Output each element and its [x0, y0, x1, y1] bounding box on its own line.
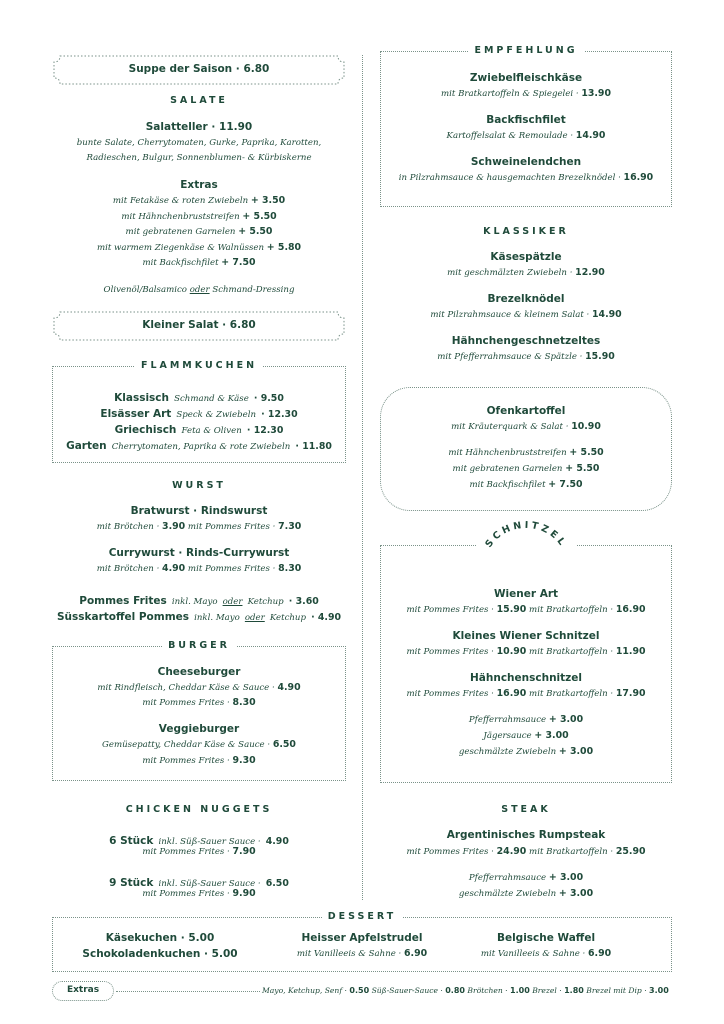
- salad-extra: mit Backfischfilet + 7.50: [142, 257, 256, 269]
- pommes-frites: Pommes Frites inkl. Mayo oder Ketchup · 3.60: [79, 595, 319, 607]
- nuggets-heading: CHICKEN NUGGETS: [125, 804, 273, 815]
- kleiner-salat: Kleiner Salat · 6.80: [142, 319, 256, 331]
- empfehlung-heading: EMPFEHLUNG: [380, 45, 672, 56]
- schnitzel-heading: [476, 520, 576, 568]
- salate-heading: SALATE: [170, 95, 228, 106]
- empfehlung-item-name: Zwiebelfleischkäse: [469, 72, 583, 84]
- nuggets-9-pommes: mit Pommes Frites · 9.90: [142, 888, 256, 899]
- extras-heading: Extras: [180, 179, 218, 191]
- ofen-extra: mit gebratenen Garnelen + 5.50: [452, 463, 600, 474]
- schnitzel-sauces: [380, 714, 672, 762]
- klassiker-item-desc: mit Pfefferrahmsauce & Spätzle · 15.90: [437, 351, 615, 362]
- schnitzel-sauce: Jägersauce + 3.00: [483, 730, 569, 741]
- salad-extra: mit warmem Ziegenkäse & Walnüssen + 5.80: [96, 241, 302, 253]
- cheeseburger-price-2: mit Pommes Frites · 8.30: [142, 697, 256, 708]
- wurst-heading: WURST: [172, 480, 226, 491]
- ofen-extra: mit Hähnchenbruststreifen + 5.50: [448, 447, 604, 458]
- salad-extra: mit Fetakäse & roten Zwiebeln + 3.50: [112, 195, 286, 206]
- empfehlung-item-desc: in Pilzrahmsauce & hausgemachten Brezelknödel · 16.90: [398, 172, 654, 183]
- salad-extra: mit gebratenen Garnelen + 5.50: [125, 226, 273, 238]
- nuggets-9: 9 Stück inkl. Süß-Sauer Sauce · 6.50: [109, 877, 289, 889]
- klassiker-item-name: Hähnchengeschnetzeltes: [451, 335, 601, 347]
- bratwurst-prices: mit Brötchen · 3.90 mit Pommes Frites · 7.30: [96, 521, 302, 532]
- steak-sauces: [380, 872, 672, 904]
- klassiker-heading: KLASSIKER: [483, 226, 569, 237]
- currywurst-prices: mit Brötchen · 4.90 mit Pommes Frites · 8.30: [96, 563, 302, 574]
- klassiker-item-name: Brezelknödel: [487, 293, 565, 305]
- dessert-heading: DESSERT: [52, 911, 672, 922]
- apfelstrudel-desc: mit Vanilleeis & Sahne · 6.90: [296, 948, 428, 959]
- klassiker-item-name: Käsespätzle: [490, 251, 562, 263]
- veggieburger-price-2: mit Pommes Frites · 9.30: [142, 755, 256, 766]
- schnitzel-item-name: Wiener Art: [493, 588, 559, 600]
- flammkuchen-item: Garten Cherrytomaten, Paprika & rote Zwiebeln · 11.80: [66, 440, 332, 452]
- cheeseburger: Cheeseburger: [157, 666, 241, 678]
- veggieburger-price-1: Gemüsepatty, Cheddar Käse & Sauce · 6.50: [102, 739, 296, 750]
- schnitzel-item-prices: mit Pommes Frites · 10.90 mit Bratkartoffeln · 11.90: [406, 646, 646, 657]
- svg-text:SCHNITZEL: SCHNITZEL: [483, 520, 569, 550]
- steak-heading: STEAK: [501, 804, 551, 815]
- empfehlung-item-name: Schweinelendchen: [470, 156, 582, 168]
- schokoladenkuchen: Schokoladenkuchen · 5.00: [82, 948, 238, 960]
- klassiker-item-desc: mit Pilzrahmsauce & kleinem Salat · 14.90: [430, 309, 622, 320]
- nuggets-6-pommes: mit Pommes Frites · 7.90: [142, 846, 256, 857]
- nuggets-6: 6 Stück inkl. Süß-Sauer Sauce · 4.90: [109, 835, 289, 847]
- suppe-der-saison: Suppe der Saison · 6.80: [128, 63, 270, 75]
- schnitzel-sauce: Pfefferrahmsauce + 3.00: [468, 714, 584, 725]
- currywurst: Currywurst · Rinds-Currywurst: [108, 547, 290, 559]
- salatteller: Salatteller · 11.90: [145, 121, 253, 133]
- bratwurst: Bratwurst · Rindswurst: [130, 505, 268, 517]
- belgische-waffel: Belgische Waffel: [496, 932, 596, 944]
- schnitzel-item-name: Kleines Wiener Schnitzel: [452, 630, 600, 642]
- flammkuchen-item: Elsässer Art Speck & Zwiebeln · 12.30: [100, 408, 298, 420]
- empfehlung-item-desc: mit Bratkartoffeln & Spiegelei · 13.90: [441, 88, 611, 99]
- ofen-extra: mit Backfischfilet + 7.50: [469, 479, 583, 490]
- apfelstrudel: Heisser Apfelstrudel: [301, 932, 423, 944]
- schnitzel-item-prices: mit Pommes Frites · 15.90 mit Bratkartoffeln · 16.90: [406, 604, 646, 615]
- footer-line: [116, 991, 260, 992]
- dressing-note: Olivenöl/Balsamico oder Schmand-Dressing: [103, 285, 295, 295]
- rumpsteak-prices: mit Pommes Frites · 24.90 mit Bratkartoffeln · 25.90: [406, 846, 646, 857]
- veggieburger: Veggieburger: [158, 723, 240, 735]
- footer-extras-list: Mayo, Ketchup, Senf · 0.50 Süß-Sauer-Sauce · 0.80 Brötchen · 1.00 Brezel · 1.80 Brezel mit Dip · 3.00: [262, 986, 669, 995]
- schnitzel-sauce: geschmälzte Zwiebeln + 3.00: [458, 746, 594, 757]
- burger-heading: BURGER: [52, 640, 346, 651]
- salad-extra: mit Hähnchenbruststreifen + 5.50: [121, 210, 277, 222]
- waffel-desc: mit Vanilleeis & Sahne · 6.90: [480, 948, 612, 959]
- flammkuchen-list: [52, 386, 346, 450]
- flammkuchen-item: Griechisch Feta & Oliven · 12.30: [114, 424, 284, 436]
- schnitzel-item-prices: mit Pommes Frites · 16.90 mit Bratkartoffeln · 17.90: [406, 688, 646, 699]
- dessert-box: [52, 917, 672, 972]
- rumpsteak: Argentinisches Rumpsteak: [446, 829, 606, 841]
- cheeseburger-price-1: mit Rindfleisch, Cheddar Käse & Sauce · 4.90: [97, 682, 301, 693]
- flammkuchen-heading: FLAMMKUCHEN: [52, 360, 346, 371]
- ofenkartoffel: Ofenkartoffel: [486, 405, 566, 417]
- salatteller-desc-2: Radieschen, Bulgur, Sonnenblumen- & Kürbiskerne: [86, 153, 312, 163]
- salatteller-desc-1: bunte Salate, Cherrytomaten, Gurke, Paprika, Karotten,: [76, 138, 322, 148]
- ofenkartoffel-desc: mit Kräuterquark & Salat · 10.90: [451, 421, 601, 432]
- steak-sauce: geschmälzte Zwiebeln + 3.00: [458, 888, 594, 899]
- klassiker-item-desc: mit geschmälzten Zwiebeln · 12.90: [447, 267, 605, 278]
- kaesekuchen: Käsekuchen · 5.00: [105, 932, 215, 944]
- ofenkartoffel-extras: [380, 447, 672, 495]
- flammkuchen-item: Klassisch Schmand & Käse · 9.50: [114, 392, 284, 404]
- suesskartoffel-pommes: Süsskartoffel Pommes inkl. Mayo oder Ketchup · 4.90: [56, 611, 342, 623]
- salad-extras-list: [40, 195, 358, 273]
- empfehlung-item-name: Backfischfilet: [486, 114, 566, 126]
- column-divider: [362, 55, 363, 900]
- empfehlung-item-desc: Kartoffelsalat & Remoulade · 14.90: [446, 130, 606, 141]
- schnitzel-item-name: Hähnchenschnitzel: [470, 672, 582, 684]
- footer-extras-label: Extras: [66, 985, 100, 995]
- steak-sauce: Pfefferrahmsauce + 3.00: [468, 872, 584, 883]
